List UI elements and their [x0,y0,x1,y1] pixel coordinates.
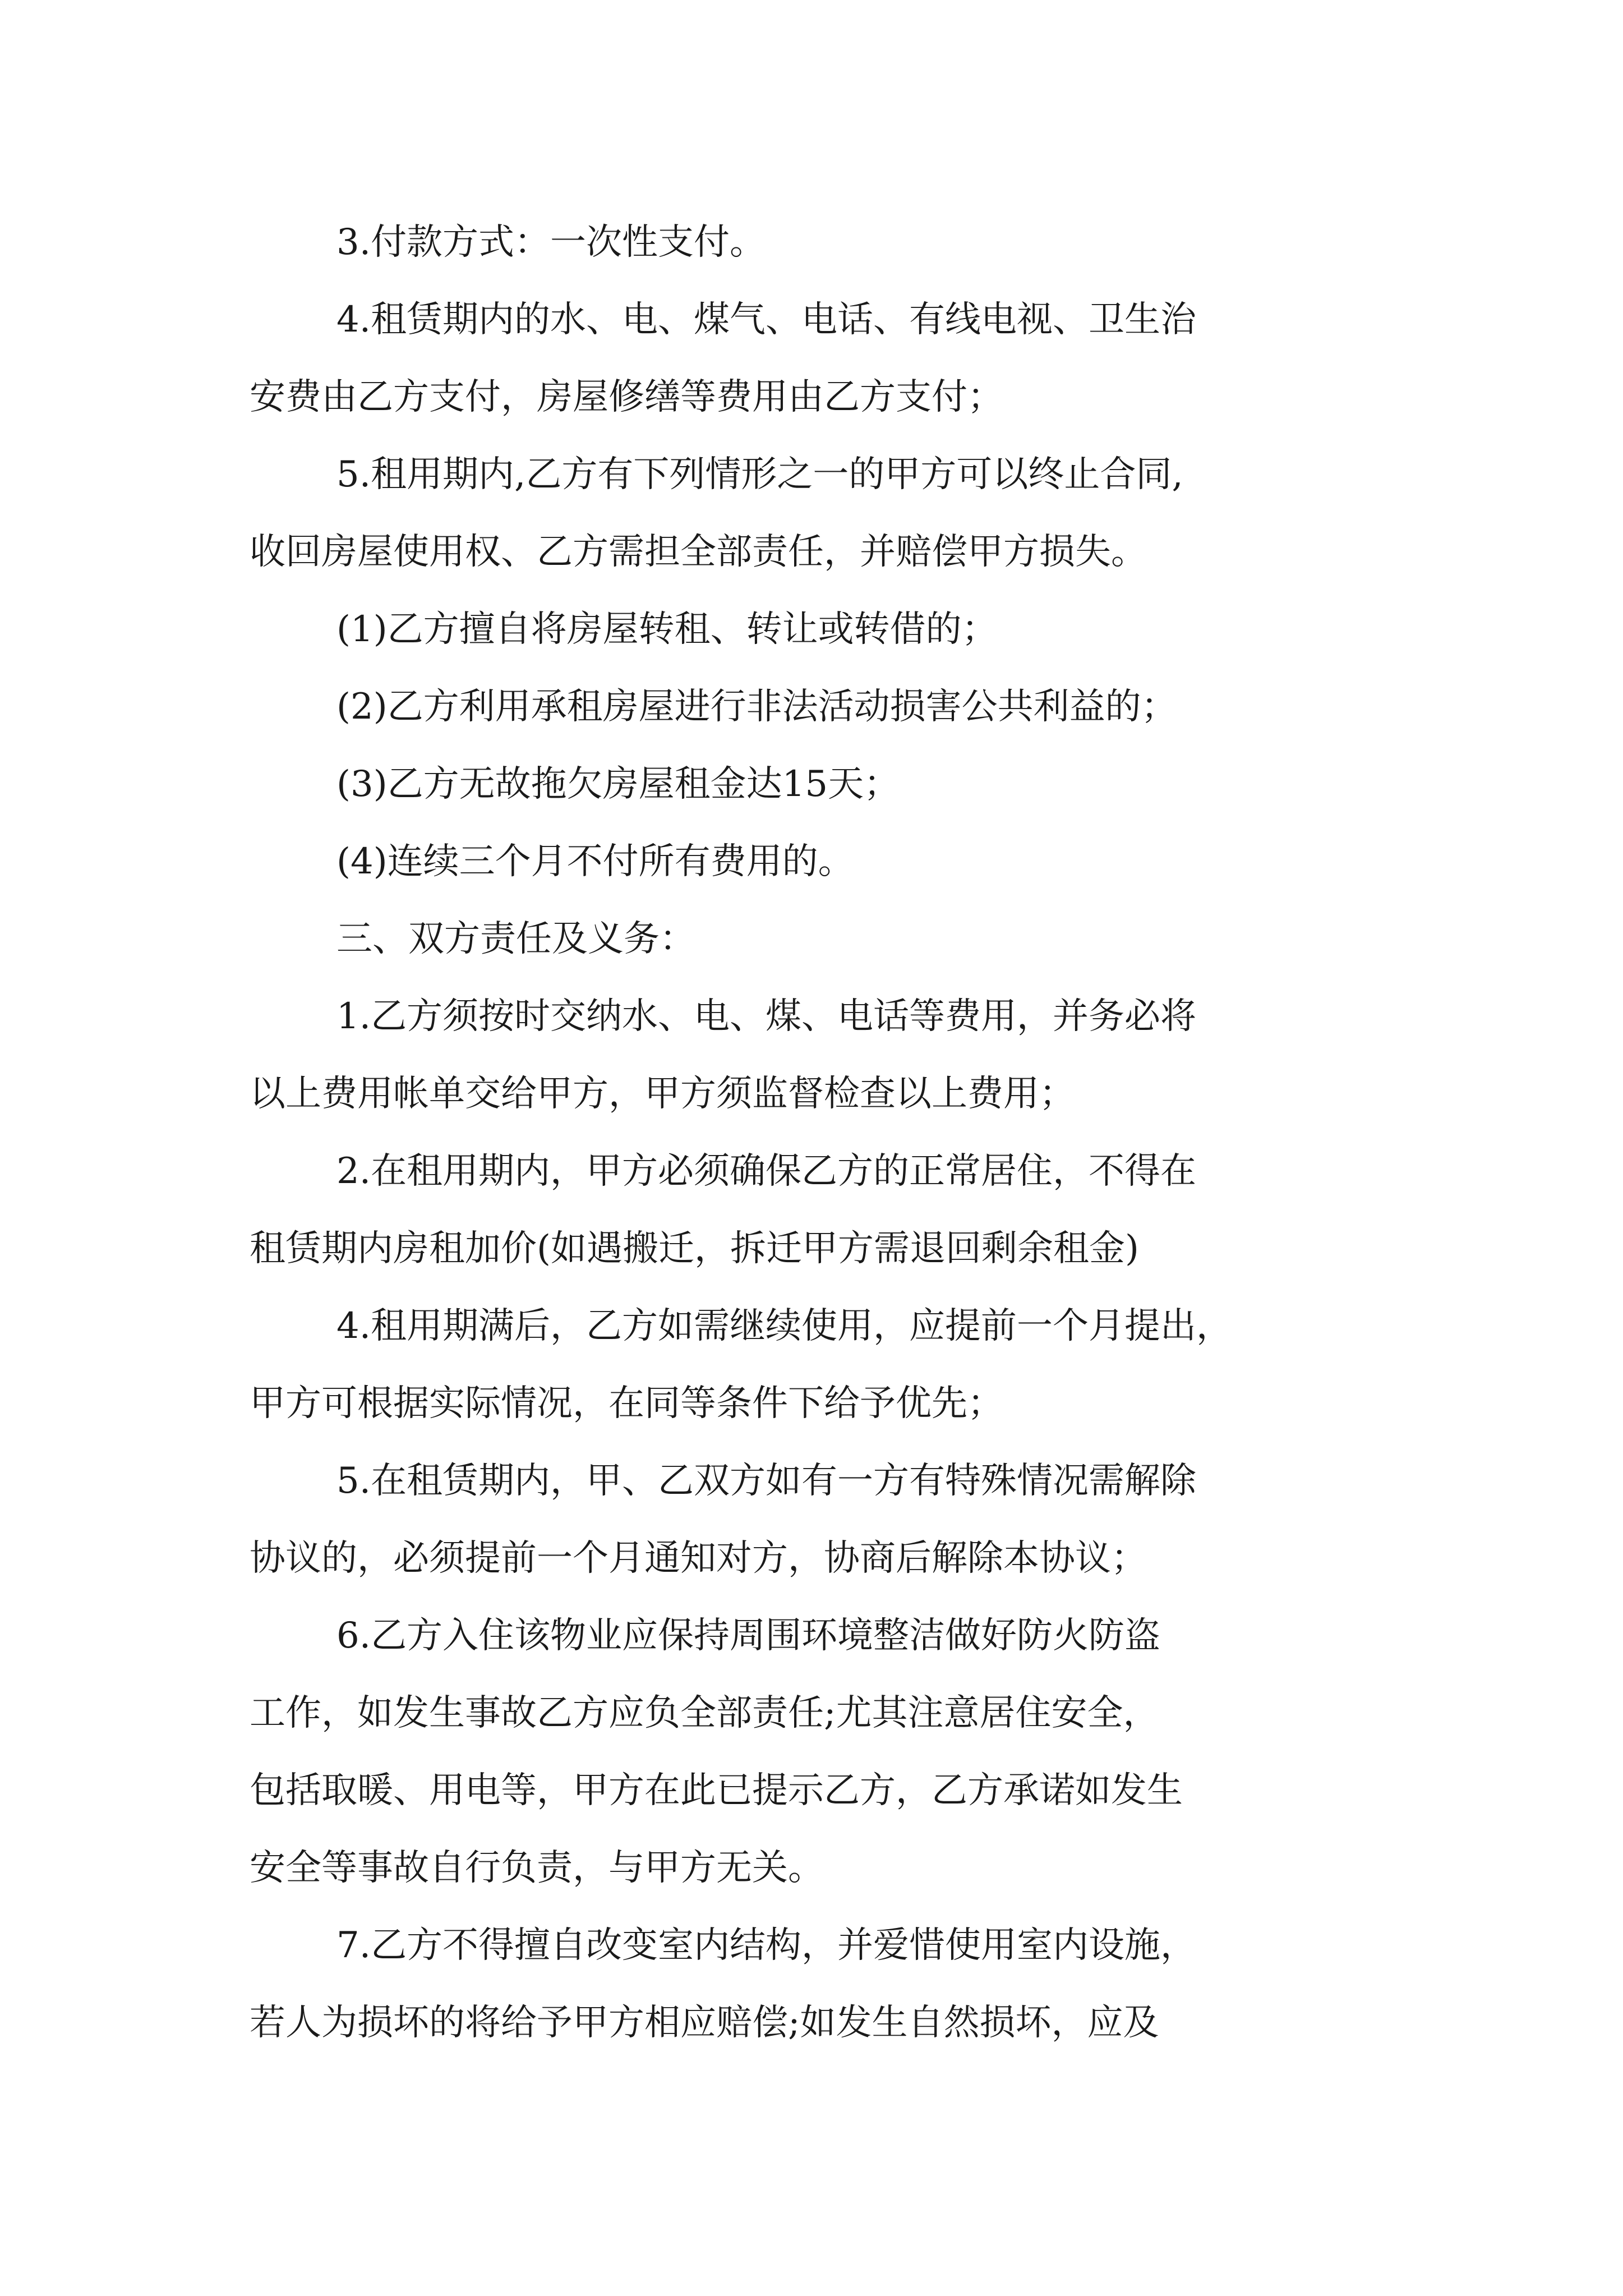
section-heading: 三、双方责任及义务： [336,918,695,960]
text-line: 安全等事故自行负责，与甲方无关。 [250,1847,824,1889]
text-line: 安费由乙方支付，房屋修缮等费用由乙方支付； [250,376,1003,418]
text-line: 4.租赁期内的水、电、煤气、电话、有线电视、卫生治 [336,299,1197,341]
text-line: (4)连续三个月不付所有费用的。 [336,841,854,882]
text-line: 4.租用期满后，乙方如需继续使用，应提前一个月提出， [336,1305,1233,1347]
text-line: 3.付款方式：一次性支付。 [336,222,766,263]
text-line: (1)乙方擅自将房屋转租、转让或转借的； [336,609,998,650]
text-line: 6.乙方入住该物业应保持周围环境整洁做好防火防盗 [336,1615,1161,1657]
text-line: 7.乙方不得擅自改变室内结构，并爱惜使用室内设施， [336,1925,1197,1966]
text-line: 收回房屋使用权、乙方需担全部责任，并赔偿甲方损失。 [250,531,1147,573]
text-line: 工作，如发生事故乙方应负全部责任;尤其注意居住安全， [250,1692,1159,1734]
text-line: 5.租用期内,乙方有下列情形之一的甲方可以终止合同, [336,454,1183,495]
text-line: 1.乙方须按时交纳水、电、煤、电话等费用，并务必将 [336,996,1197,1037]
text-line: (3)乙方无故拖欠房屋租金达15天； [336,763,900,805]
text-line: 甲方可根据实际情况，在同等条件下给予优先； [250,1383,1003,1424]
text-line: 5.在租赁期内，甲、乙双方如有一方有特殊情况需解除 [336,1460,1197,1502]
text-line: 2.在租用期内，甲方必须确保乙方的正常居住，不得在 [336,1151,1197,1192]
text-line: 协议的，必须提前一个月通知对方，协商后解除本协议； [250,1538,1147,1579]
text-line: (2)乙方利用承租房屋进行非法活动损害公共利益的； [336,686,1177,728]
text-line: 若人为损坏的将给予甲方相应赔偿;如发生自然损坏，应及 [250,2002,1159,2044]
text-line: 以上费用帐单交给甲方，甲方须监督检查以上费用； [250,1073,1075,1115]
text-line: 租赁期内房租加价(如遇搬迁，拆迁甲方需退回剩余租金) [250,1228,1139,1269]
text-line: 包括取暖、用电等，甲方在此已提示乙方，乙方承诺如发生 [250,1770,1183,1811]
